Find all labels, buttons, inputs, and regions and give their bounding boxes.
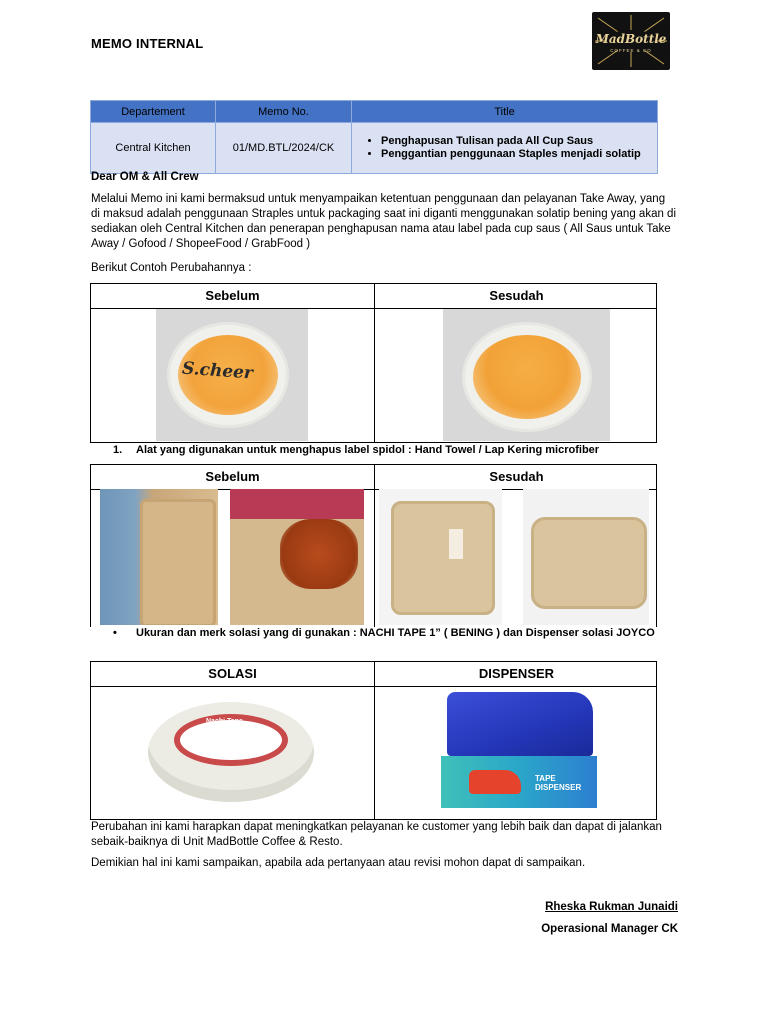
title-list-cell	[352, 123, 658, 174]
title-item: • Penggantian penggunaan Staples menjadi solatip	[381, 148, 656, 161]
grid-header-after: Sesudah	[489, 469, 544, 484]
box-before-photo-2	[230, 489, 364, 625]
grid-header-dispenser: DISPENSER	[478, 666, 555, 681]
cup-before-photo	[156, 309, 308, 441]
header-title: Title	[352, 101, 658, 123]
grid-header-before: Sebelum	[205, 288, 260, 303]
grid-header-solasi: SOLASI	[208, 666, 257, 681]
box-after-photo-2	[523, 489, 649, 625]
bullet-icon: •	[113, 627, 117, 639]
marker-label: S.cheer	[181, 358, 254, 384]
header-department: Departement	[91, 101, 216, 123]
example-intro: Berikut Contoh Perubahannya :	[91, 262, 252, 274]
box-before-photo-1	[100, 489, 218, 625]
closing-remark: Demikian hal ini kami sampaikan, apabila ada pertanyaan atau revisi mohon dapat di sampaikan.	[91, 857, 586, 869]
grid-header-after: Sesudah	[489, 288, 544, 303]
tape-roll-photo	[128, 688, 333, 812]
signature-role: Operasional Manager CK	[541, 923, 678, 935]
memo-no-value: 01/MD.BTL/2024/CK	[216, 123, 352, 174]
comparison-grid-boxes	[90, 464, 657, 627]
box-after-photo-1	[379, 489, 502, 625]
comparison-grid-cups	[90, 283, 657, 443]
tape-brand-label: Nachi Tape	[206, 718, 243, 725]
memo-title: MEMO INTERNAL	[91, 36, 204, 51]
greeting: Dear OM & All Crew	[91, 171, 199, 183]
logo-text: MadBottle	[595, 32, 667, 46]
logo-subtext: COFFEE & CO	[610, 48, 652, 53]
cup-after-photo	[443, 309, 610, 441]
title-list	[353, 135, 656, 161]
note-number: 1.	[113, 444, 123, 456]
note-towel: Alat yang digunakan untuk menghapus label spidol : Hand Towel / Lap Kering microfiber	[136, 444, 600, 456]
closing-paragraph: Perubahan ini kami harapkan dapat meningkatkan pelayanan ke customer yang lebih baik dan dapat di jalankan sebaik-baiknya di Unit MadBottle Coffee & Resto.	[91, 821, 662, 848]
grid-header-before: Sebelum	[205, 469, 260, 484]
dispenser-label: TAPE DISPENSER	[535, 774, 582, 792]
department-value: Central Kitchen	[91, 123, 216, 174]
memo-info-table	[90, 100, 658, 174]
signature-name: Rheska Rukman Junaidi	[545, 901, 678, 913]
note-tape: Ukuran dan merk solasi yang di gunakan : NACHI TAPE 1” ( BENING ) dan Dispenser solasi JOYCO	[136, 627, 655, 639]
header-memo-no: Memo No.	[216, 101, 352, 123]
comparison-grid-tape	[90, 661, 657, 820]
title-item: • Penghapusan Tulisan pada All Cup Saus	[381, 135, 656, 148]
madbottle-logo	[592, 12, 670, 70]
intro-paragraph: Melalui Memo ini kami bermaksud untuk menyampaikan ketentuan penggunaan dan pelayanan Take Away, yang di maksud adalah penggunaan Straples untuk packaging saat ini diganti menggunakan solatip bening yang akan di sediakan oleh Central Kitchen dan penerapan penghapusan nama atau label pada cup saus ( All Saus untuk Take Away / Gofood / ShopeeFood / GrabFood )	[91, 193, 677, 250]
dispenser-photo	[441, 688, 597, 812]
